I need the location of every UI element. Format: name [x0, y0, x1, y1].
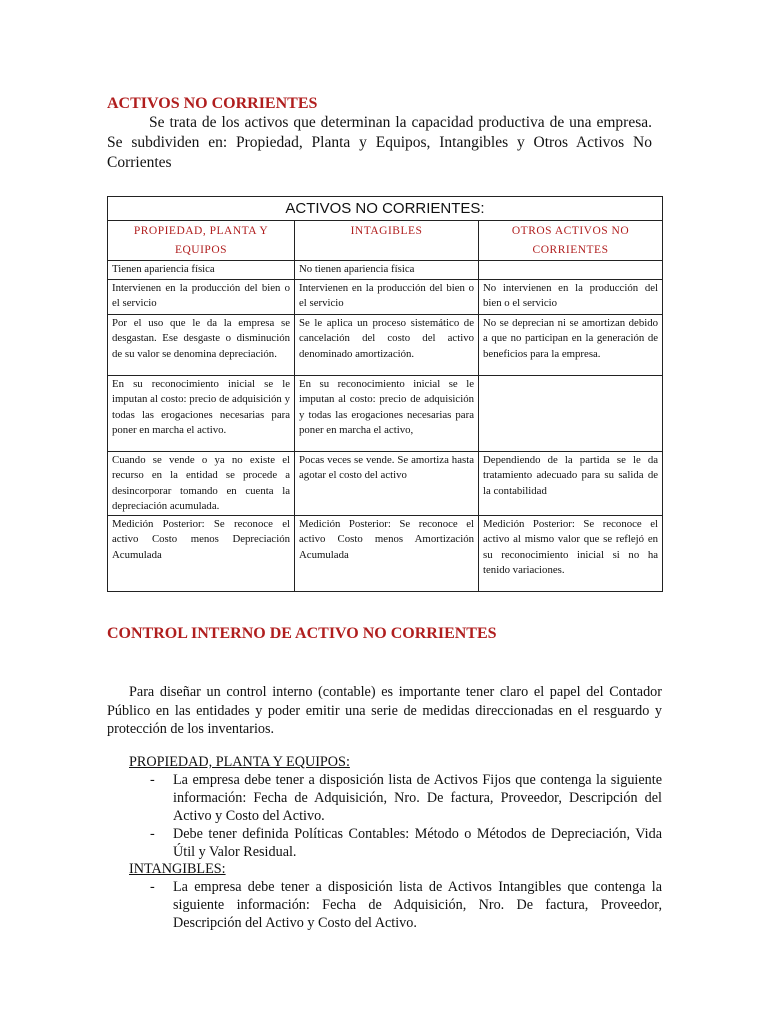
- table-cell: Medición Posterior: Se reconoce el activo Costo menos Amortización Acumulada: [295, 516, 479, 592]
- list-item: - La empresa debe tener a disposición lista de Activos Intangibles que contenga la siguiente información: Fecha de Adquisición, Nro. De factura, Proveedor, Descripción del Activo y Costo del Activo.: [150, 879, 662, 931]
- column-header-intangibles: INTAGIBLES: [295, 221, 479, 261]
- table-cell: No tienen apariencia física: [295, 261, 479, 280]
- subheading-intangibles: INTANGIBLES:: [129, 861, 226, 877]
- table-cell: Cuando se vende o ya no existe el recurso en la entidad se procede a desincorporar tomando en cuenta la depreciación acumulada.: [108, 452, 295, 516]
- column-header-otros: OTROS ACTIVOS NO CORRIENTES: [479, 221, 663, 261]
- column-header-ppe: PROPIEDAD, PLANTA Y EQUIPOS: [108, 221, 295, 261]
- subheading-ppe: PROPIEDAD, PLANTA Y EQUIPOS:: [129, 754, 350, 770]
- section-title-control-interno: CONTROL INTERNO DE ACTIVO NO CORRIENTES: [107, 625, 497, 642]
- table-row: [108, 516, 663, 592]
- table-row: [108, 376, 663, 452]
- intro-paragraph: Se trata de los activos que determinan la capacidad productiva de una empresa. Se subdividen en: Propiedad, Planta y Equipos, Intangibles y Otros Activos No Corrientes: [107, 114, 652, 171]
- activos-table: [107, 196, 663, 592]
- ppe-list: [150, 771, 662, 861]
- table-row: [108, 315, 663, 376]
- table-cell: Se le aplica un proceso sistemático de cancelación del costo del activo denominado amortización.: [295, 315, 479, 376]
- table-row: [108, 261, 663, 280]
- table-cell: Por el uso que le da la empresa se desgastan. Ese desgaste o disminución de su valor se denomina depreciación.: [108, 315, 295, 376]
- table-cell: Dependiendo de la partida se le da tratamiento adecuado para su salida de la contabilidad: [479, 452, 663, 516]
- table-cell: Pocas veces se vende. Se amortiza hasta agotar el costo del activo: [295, 452, 479, 516]
- list-item: - Debe tener definida Políticas Contables: Método o Métodos de Depreciación, Vida Útil y Valor Residual.: [150, 826, 662, 860]
- table-cell: Medición Posterior: Se reconoce el activo al mismo valor que se reflejó en su reconocimiento inicial si no ha tenido variaciones.: [479, 516, 663, 592]
- table-cell: No intervienen en la producción del bien o el servicio: [479, 280, 663, 315]
- table-cell: Intervienen en la producción del bien o el servicio: [108, 280, 295, 315]
- table-cell: Intervienen en la producción del bien o el servicio: [295, 280, 479, 315]
- intangibles-list: [150, 878, 662, 932]
- table-row: [108, 280, 663, 315]
- table-cell: No se deprecian ni se amortizan debido a que no participan en la generación de beneficios para la empresa.: [479, 315, 663, 376]
- table-cell: [479, 261, 663, 280]
- table-cell: Medición Posterior: Se reconoce el activo Costo menos Depreciación Acumulada: [108, 516, 295, 592]
- dash-bullet-icon: -: [150, 879, 155, 895]
- dash-bullet-icon: -: [150, 772, 155, 788]
- table-cell: [479, 376, 663, 452]
- dash-bullet-icon: -: [150, 826, 155, 842]
- table-row: [108, 452, 663, 516]
- list-item: - La empresa debe tener a disposición lista de Activos Fijos que contenga la siguiente información: Fecha de Adquisición, Nro. De factura, Proveedor, Descripción del Activo y Costo del Activo.: [150, 772, 662, 824]
- section-title-activos: ACTIVOS NO CORRIENTES: [107, 95, 318, 112]
- table-cell: En su reconocimiento inicial se le imputan al costo: precio de adquisición y todas las erogaciones necesarias para poner en marcha el activo,: [295, 376, 479, 452]
- table-cell: En su reconocimiento inicial se le imputan al costo: precio de adquisición y todas las erogaciones necesarias para poner en marcha el activo.: [108, 376, 295, 452]
- table-cell: Tienen apariencia física: [108, 261, 295, 280]
- table-title: ACTIVOS NO CORRIENTES:: [108, 197, 663, 221]
- control-paragraph: Para diseñar un control interno (contable) es importante tener claro el papel del Contador Público en las entidades y poder emitir una serie de medidas direccionadas en el resguardo y protección de los inventarios.: [107, 684, 662, 737]
